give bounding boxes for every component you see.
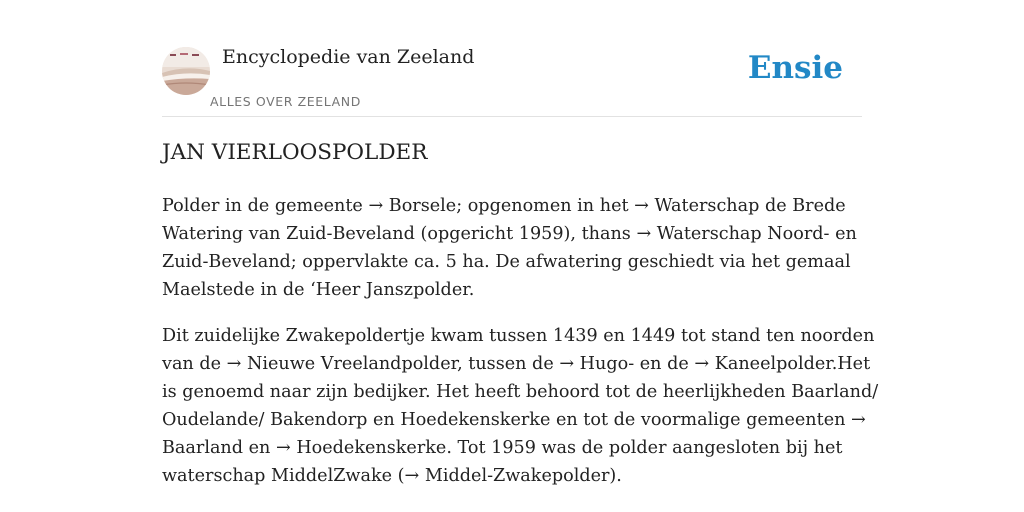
text-segment: is genoemd naar zijn bedijker. Het heeft behoord tot de heerlijkheden Baarland/ xyxy=(162,382,879,402)
link-arrow-nieuwe-vreelandpolder[interactable]: → xyxy=(226,354,242,374)
ensie-brand-link[interactable]: Ensie xyxy=(747,50,843,86)
paragraph-2 xyxy=(162,322,879,490)
text-segment: Hoedekenskerke. Tot 1959 was de polder aangesloten bij het xyxy=(296,438,843,458)
site-title-link[interactable]: Encyclopedie van Zeeland xyxy=(222,46,475,68)
text-segment: Polder in de gemeente xyxy=(162,196,369,216)
text-segment: Kaneelpolder.Het xyxy=(714,354,871,374)
text-segment: Waterschap de Brede xyxy=(654,196,846,216)
text-segment: Zuid-Beveland; oppervlakte ca. 5 ha. De afwatering geschiedt via het gemaal xyxy=(162,252,851,272)
article-body xyxy=(162,192,879,508)
text-segment: Baarland en xyxy=(162,438,276,458)
text-segment: Dit zuidelijke Zwakepoldertje kwam tussen 1439 en 1449 tot stand ten noorden xyxy=(162,326,875,346)
link-arrow-waterschap-noord-zuid-beveland[interactable]: → xyxy=(636,224,652,244)
site-tagline: ALLES OVER ZEELAND xyxy=(210,94,361,109)
paragraph-1 xyxy=(162,192,862,304)
link-arrow-kaneelpolder[interactable]: → xyxy=(694,354,710,374)
text-segment: waterschap MiddelZwake ( xyxy=(162,466,405,486)
text-segment: Waterschap Noord- en xyxy=(656,224,857,244)
book-pages-icon xyxy=(162,47,210,95)
text-segment: Hugo- en de xyxy=(579,354,695,374)
link-arrow-borsele[interactable]: → xyxy=(368,196,384,216)
link-arrow-hoedekenskerke[interactable]: → xyxy=(275,438,291,458)
site-avatar[interactable] xyxy=(162,47,210,95)
link-arrow-hugopolder[interactable]: → xyxy=(559,354,575,374)
text-segment: Oudelande/ Bakendorp en Hoedekenskerke en tot de voormalige gemeenten xyxy=(162,410,852,430)
link-arrow-baarland[interactable]: → xyxy=(851,410,866,430)
text-segment: Watering van Zuid-Beveland (opgericht 1959), thans xyxy=(162,224,637,244)
text-segment: Middel-Zwakepolder). xyxy=(424,466,622,486)
text-segment: Borsele; opgenomen in het xyxy=(388,196,635,216)
text-segment: Maelstede in de ‘Heer Janszpolder. xyxy=(162,280,475,300)
site-header xyxy=(162,44,862,117)
link-arrow-middel-zwakepolder[interactable]: → xyxy=(404,466,420,486)
text-segment: van de xyxy=(162,354,227,374)
text-segment: Nieuwe Vreelandpolder, tussen de xyxy=(246,354,560,374)
link-arrow-waterschap-brede-watering[interactable]: → xyxy=(634,196,649,216)
article-title: JAN VIERLOOSPOLDER xyxy=(162,140,428,165)
